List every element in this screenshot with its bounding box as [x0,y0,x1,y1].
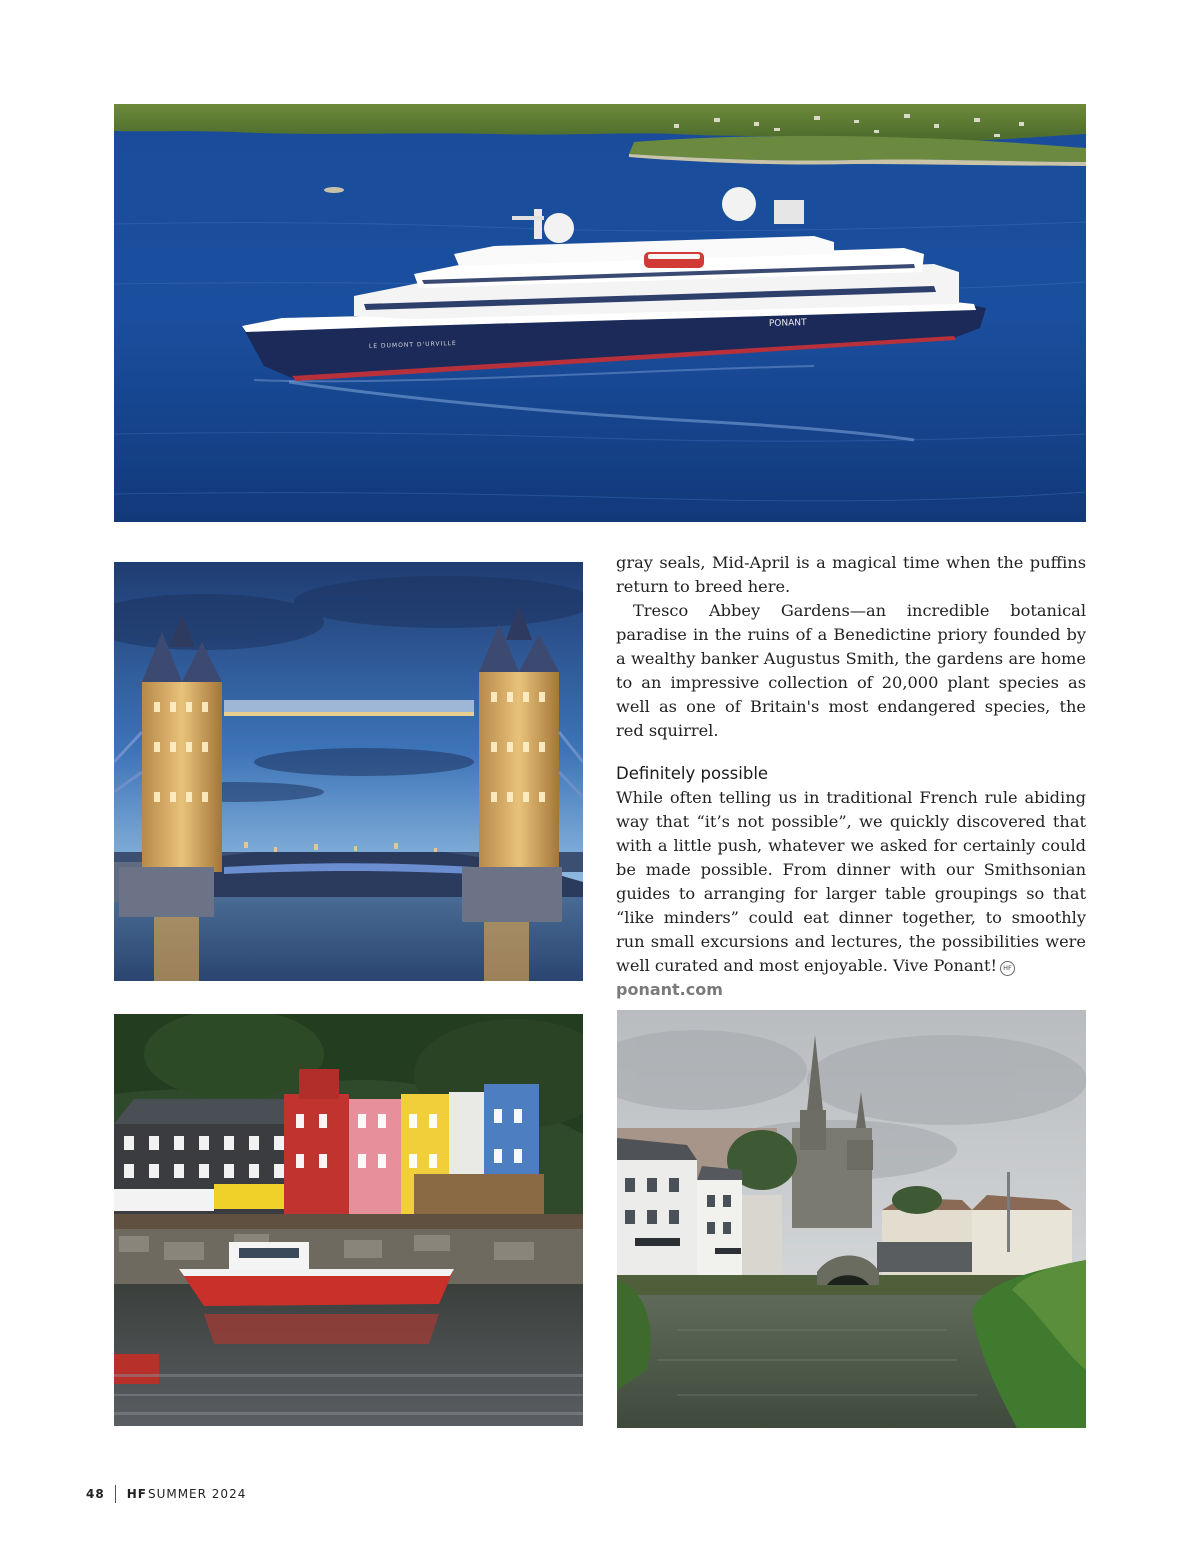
page-footer [86,1485,246,1503]
website-link[interactable]: ponant.com [616,980,723,999]
hull-brand-text: PONANT [768,318,807,329]
subheading: Definitely possible [616,764,769,783]
magazine-brand: HF [126,1487,147,1501]
cathedral-river-photo [617,1010,1086,1428]
paragraph-tresco: Tresco Abbey Gardens—an incredible botanical paradise in the ruins of a Benedictine priory founded by a wealthy banker Augustus Smith, the gardens are home to an impressive collection of 20,000 plant species as well as one of Britain's most endangered species, the red squirrel. [616,601,1086,740]
tower-bridge-photo [114,562,583,981]
issue-label: SUMMER 2024 [147,1487,247,1501]
paragraph-puffins: gray seals, Mid-April is a magical time when the puffins return to breed here. [616,553,1086,596]
cruise-ship-photo [114,104,1086,522]
colorful-harbor-photo [114,1014,583,1426]
paragraph-possible: While often telling us in traditional French rule abiding way that “it’s not possible”, we quickly discovered that with a little push, whatever we asked for certainly could be made possible. From dinner with our Smithsonian guides to arranging for larger table groupings so that “like minders” could eat dinner together, to smoothly run small excursions and lectures, the possibilities were well curated and most enjoyable. Vive Ponant! [616,788,1086,975]
end-mark-icon: HF [1000,961,1015,976]
article-body [616,551,1086,1002]
page-number: 48 [86,1487,105,1501]
hull-name-text: LE DUMONT D'URVILLE [368,339,457,350]
footer-divider [115,1485,116,1503]
